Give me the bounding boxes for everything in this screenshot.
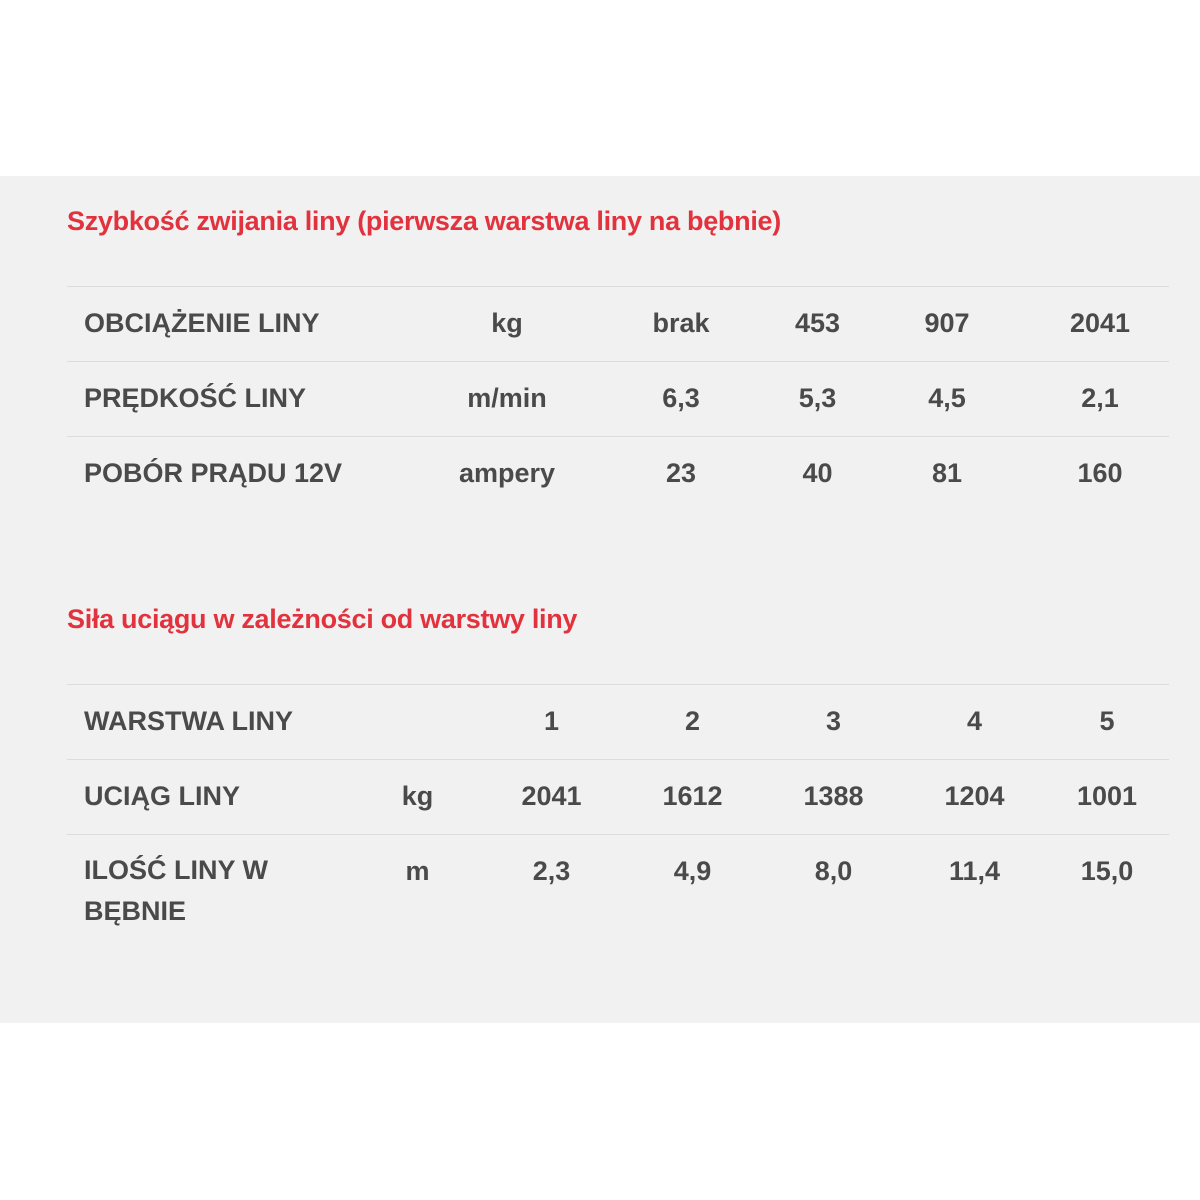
row-unit: m	[354, 835, 481, 945]
cell-value: 6,3	[590, 362, 772, 437]
table-row	[67, 437, 1169, 512]
cell-value: 2,3	[481, 835, 622, 945]
row-unit: m/min	[424, 362, 590, 437]
cell-value: 11,4	[904, 835, 1045, 945]
cell-value: 23	[590, 437, 772, 512]
winding-speed-table	[67, 286, 1169, 512]
cell-value: 1612	[622, 760, 763, 835]
spec-panel	[0, 176, 1200, 1023]
row-unit: kg	[354, 760, 481, 835]
cell-value: 81	[863, 437, 1031, 512]
row-label: PRĘDKOŚĆ LINY	[67, 362, 424, 437]
section-title-pulling-force: Siła uciągu w zależności od warstwy liny	[67, 604, 578, 634]
cell-value: brak	[590, 287, 772, 362]
cell-value: 8,0	[763, 835, 904, 945]
row-unit: kg	[424, 287, 590, 362]
cell-value: 5	[1045, 685, 1169, 760]
cell-value: 4	[904, 685, 1045, 760]
cell-value: 160	[1031, 437, 1169, 512]
table-row	[67, 362, 1169, 437]
cell-value: 1	[481, 685, 622, 760]
cell-value: 2,1	[1031, 362, 1169, 437]
pulling-force-table	[67, 684, 1169, 945]
cell-value: 15,0	[1045, 835, 1169, 945]
cell-value: 2041	[1031, 287, 1169, 362]
cell-value: 5,3	[772, 362, 863, 437]
row-label: POBÓR PRĄDU 12V	[67, 437, 424, 512]
row-unit	[354, 685, 481, 760]
row-label: OBCIĄŻENIE LINY	[67, 287, 424, 362]
table-row	[67, 835, 1169, 945]
cell-value: 3	[763, 685, 904, 760]
cell-value: 40	[772, 437, 863, 512]
cell-value: 907	[863, 287, 1031, 362]
table-row	[67, 760, 1169, 835]
row-label: ILOŚĆ LINY W BĘBNIE	[67, 835, 354, 945]
cell-value: 453	[772, 287, 863, 362]
table-row	[67, 287, 1169, 362]
cell-value: 1204	[904, 760, 1045, 835]
row-label: WARSTWA LINY	[67, 685, 354, 760]
table-row	[67, 685, 1169, 760]
cell-value: 2041	[481, 760, 622, 835]
cell-value: 4,9	[622, 835, 763, 945]
cell-value: 1388	[763, 760, 904, 835]
row-label: UCIĄG LINY	[67, 760, 354, 835]
row-unit: ampery	[424, 437, 590, 512]
cell-value: 2	[622, 685, 763, 760]
section-title-winding-speed: Szybkość zwijania liny (pierwsza warstwa liny na bębnie)	[67, 206, 781, 236]
cell-value: 1001	[1045, 760, 1169, 835]
cell-value: 4,5	[863, 362, 1031, 437]
